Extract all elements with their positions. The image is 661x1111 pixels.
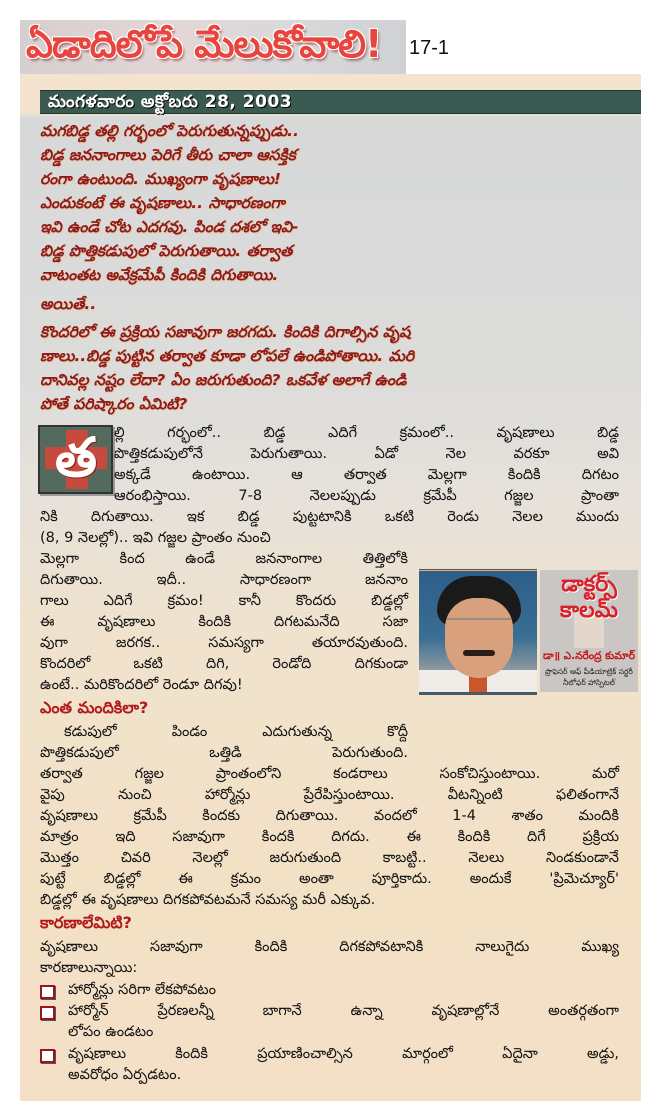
- intro-question-line: దానివల్ల నష్టం లేదా? ఏం జరుగుతుంది? ఒకవేళ అలాగే ఉండి: [40, 371, 407, 389]
- body-line: అక్కడే ఉంటాయి. ఆ తర్వాత మెల్లగా కిందికి దిగటం: [114, 467, 619, 483]
- intro-question-line: కొందరిలో ఈ ప్రక్రియ సజావుగా జరగదు. కిందికి దిగాల్సిన వృష: [40, 323, 411, 341]
- list-item-text: వృషణాలు కిందికి ప్రయాణించాల్సిన మార్గంలో ఏదైనా అడ్డు,: [68, 1046, 619, 1062]
- body-line: వృషణాలు సజావుగా కిందికి దిగకపోవటానికి నాలుగైదు ముఖ్య: [40, 939, 619, 955]
- article-panel: [20, 74, 641, 1101]
- intro-line: ఇవి ఉండే చోట ఎదగవు. పిండ దశలో ఇవి-: [40, 218, 299, 236]
- body-line: కడుపులో పిండం ఎదుగుతున్న కొద్దీ: [64, 724, 408, 740]
- body-line: వుగా జరగక.. సమస్యగా తయారవుతుంది.: [40, 635, 408, 651]
- list-item-text: లోపం ఉండటం: [68, 1024, 154, 1040]
- body-line: పొత్తికడుపులోనే పెరుగుతాయి. ఏడో నెల వరకూ అవి: [114, 446, 619, 462]
- body-line: గాలు ఎదిగే క్రమం! కానీ కొందరు బిడ్డల్లో: [40, 593, 408, 609]
- list-item-text: హార్మోన్ ప్రేరణలన్నీ బాగానే ఉన్నా వృషణాల్లోనే అంతర్గతంగా: [68, 1003, 619, 1019]
- body-line: ల్లి గర్భంలో.. బిడ్డ ఎదిగే క్రమంలో.. వృషణాలు బిడ్డ: [114, 425, 619, 441]
- intro-line: వాటంతట అవేక్రమేపీ కిందికి దిగుతాయి.: [40, 266, 279, 284]
- body-line: దిగుతాయి. ఇదీ.. సాధారణంగా జననాం: [40, 572, 408, 588]
- logo-glyph: త: [54, 426, 97, 489]
- intro-line: ఎందుకంటే ఈ వృషణాలు.. సాధారణంగా: [40, 194, 285, 212]
- list-item-text: అవరోధం ఏర్పడటం.: [68, 1067, 182, 1083]
- body-line: మొత్తం చివరి నెలల్లో జరుగుతుంది కాబట్టి.. నెలలు నిండకుండానే: [40, 850, 619, 866]
- doctor-portrait-photo: [419, 569, 537, 695]
- section-heading-how-many: ఎంత మందికిలా?: [40, 698, 149, 717]
- body-line: వృషణాలు క్రమేపీ కిందకు దిగుతాయి. వందలో 1-4 శాతం మందికి: [40, 808, 619, 824]
- body-line: బిడ్డల్లో ఈ వృషణాలు దిగకపోవటమనే సమస్య మరీ ఎక్కువ.: [40, 892, 376, 908]
- title-banner: [20, 20, 406, 74]
- intro-line: బిడ్డ పొత్తికడుపులో పెరుగుతాయి. తర్వాత: [40, 242, 293, 260]
- body-line: తర్వాత గజ్జల ప్రాంతంలోని కండరాలు సంకోచిస్తుంటాయి. మరో: [40, 766, 619, 782]
- column-title-line1: డాక్టర్స్: [561, 572, 617, 597]
- checkbox-square-icon: [40, 1049, 55, 1063]
- body-line: కారణాలున్నాయి:: [40, 960, 138, 976]
- list-item-text: హార్మోన్లు సరిగా లేకపోవటం: [68, 982, 216, 998]
- body-line: పుట్టే బిడ్డల్లో ఈ క్రమం అంతా పూర్తికాదు. అందుకే 'ప్రిమెచ్యూర్': [40, 871, 619, 887]
- doctor-column-logo-icon: [38, 425, 113, 494]
- intro-line: బిడ్డ జననాంగాలు పెరిగే తీరు చాలా ఆసక్తిక: [40, 146, 296, 164]
- photo-glasses: [447, 618, 511, 632]
- article-title: ఏడాదిలోపే మేలుకోవాలి!: [26, 22, 382, 66]
- column-title-line2: కాలమ్: [560, 598, 618, 623]
- intro-but: అయితే..: [40, 295, 97, 313]
- photo-face: [445, 598, 513, 678]
- intro-question-line: ణాలు..బిడ్డ పుట్టిన తర్వాత కూడా లోపలే ఉండిపోతాయి. మరి: [40, 347, 415, 365]
- body-line: మెల్లగా కింద ఉండే జననాంగాల తిత్తిలోకి: [40, 551, 408, 567]
- body-line: ఆరంభిస్తాయి. 7-8 నెలలప్పుడు క్రమేపీ గజ్జల ప్రాంతా: [114, 488, 619, 504]
- intro-question-line: పోతే పరిష్కారం ఏమిటి?: [40, 395, 188, 413]
- section-heading-causes: కారణాలేమిటి?: [40, 913, 132, 932]
- body-line: ఉంటే.. మరికొందరిలో రెండూ దిగవు!: [40, 677, 243, 693]
- page-number: 17-1: [409, 37, 450, 59]
- body-line: నికి దిగుతాయి. ఇక బిడ్డ పుట్టటానికి ఒకటి రెండు నెలల ముందు: [40, 509, 619, 525]
- intro-line: రంగా ఉంటుంది. ముఖ్యంగా వృషణాలు!: [40, 170, 282, 188]
- publication-date: మంగళవారం అక్టోబరు 28, 2003: [48, 92, 293, 112]
- checkbox-square-icon: [40, 985, 55, 999]
- photo-mustache: [463, 650, 495, 656]
- doctor-hospital: నీలోఫర్ హాస్పిటల్: [563, 678, 615, 687]
- body-line: (8, 9 నెలల్లో).. ఇవి గజ్జల ప్రాంతం నుంచి: [40, 530, 271, 546]
- intro-line: మగబిడ్డ తల్లి గర్భంలో పెరుగుతున్నప్పుడు..: [40, 122, 299, 140]
- doctor-name: డా॥ ఎ.నరేంద్ర కుమార్: [543, 650, 635, 662]
- body-line: పొత్తికడుపులో ఒత్తిడి పెరుగుతుంది.: [40, 745, 408, 761]
- body-line: ఈ వృషణాలు కిందికి దిగటమనేది సజా: [40, 614, 408, 630]
- date-bar: [40, 90, 641, 114]
- body-line: వైపు నుంచి హార్మోన్లు ప్రేరేపిస్తుంటాయి. వీటన్నింటి ఫలితంగానే: [40, 787, 619, 803]
- checkbox-square-icon: [40, 1006, 55, 1020]
- doctor-role: ప్రొఫెసర్ ఆఫ్ పీడియాట్రిక్ సర్జరీ: [545, 667, 633, 676]
- body-line: కొందరిలో ఒకటి దిగి, రెండోది దిగకుండా: [40, 656, 408, 672]
- doctors-column-box: [540, 570, 638, 692]
- body-line: మాత్రం ఇది సజావుగా కిందకి దిగదు. ఈ కిందికి దిగే ప్రక్రియ: [40, 829, 619, 845]
